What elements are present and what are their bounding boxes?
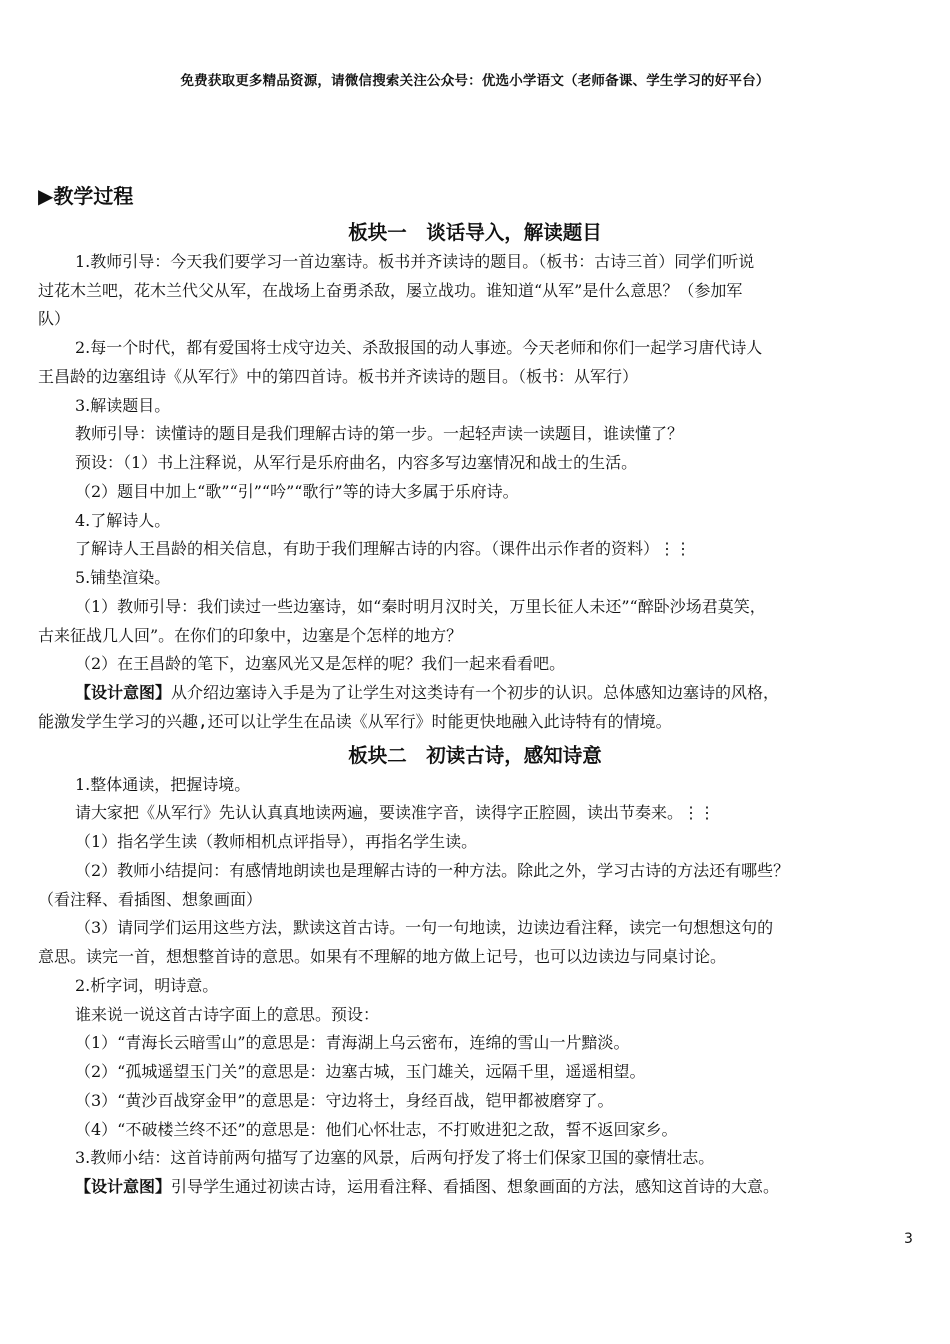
page-number: 3 bbox=[904, 1231, 913, 1247]
paragraph-line: （1）教师引导：我们读过一些边塞诗，如“秦时明月汉时关，万里长征人未还”“醉卧沙场君莫笑， bbox=[75, 597, 766, 616]
paragraph-line: 预设：（1）书上注释说，从军行是乐府曲名，内容多写边塞情况和战士的生活。 bbox=[75, 453, 638, 472]
paragraph-line: 谁来说一说这首古诗字面上的意思。预设： bbox=[75, 1005, 380, 1024]
design-intent-text: 能激发学生学习的兴趣,还可以让学生在品读《从军行》时能更快地融入此诗特有的情境。 bbox=[38, 712, 672, 731]
paragraph-line: 3.教师小结：这首诗前两句描写了边塞的风景，后两句抒发了将士们保家卫国的豪情壮志。 bbox=[75, 1148, 715, 1167]
paragraph-line: （3）“黄沙百战穿金甲”的意思是：守边将士，身经百战，铠甲都被磨穿了。 bbox=[75, 1091, 614, 1110]
design-intent-line bbox=[75, 683, 779, 703]
paragraph-line: 1.教师引导：今天我们要学习一首边塞诗。板书并齐读诗的题目。（板书：古诗三首）同学们听说 bbox=[75, 252, 755, 271]
design-intent-label: 【设计意图】 bbox=[75, 1177, 172, 1196]
design-intent-line bbox=[75, 1177, 779, 1197]
paragraph-line: 古来征战几人回”。在你们的印象中，边塞是个怎样的地方？ bbox=[38, 626, 463, 645]
paragraph-line: （3）请同学们运用这些方法，默读这首古诗。一句一句地读，边读边看注释，读完一句想想这句的 bbox=[75, 918, 774, 937]
paragraph-line: 王昌龄的边塞组诗《从军行》中的第四首诗。板书并齐读诗的题目。（板书：从军行） bbox=[38, 367, 639, 386]
paragraph-line: （1）“青海长云暗雪山”的意思是：青海湖上乌云密布，连绵的雪山一片黯淡。 bbox=[75, 1033, 630, 1052]
paragraph-line: 过花木兰吧，花木兰代父从军，在战场上奋勇杀敌，屡立战功。谁知道“从军”是什么意思？（参加军 bbox=[38, 281, 743, 300]
paragraph-line: 教师引导：读懂诗的题目是我们理解古诗的第一步。一起轻声读一读题目，谁读懂了？ bbox=[75, 424, 684, 443]
block2-title: 板块二 初读古诗，感知诗意 bbox=[348, 744, 602, 767]
paragraph-line: 了解诗人王昌龄的相关信息，有助于我们理解古诗的内容。（课件出示作者的资料）⋮⋮ bbox=[75, 539, 692, 558]
paragraph-line: 2.析字词，明诗意。 bbox=[75, 976, 219, 995]
paragraph-line: 请大家把《从军行》先认认真真地读两遍，要读准字音，读得字正腔圆，读出节奏来。⋮⋮ bbox=[75, 803, 716, 822]
paragraph-line: 1.整体通读，把握诗境。 bbox=[75, 775, 251, 794]
block1-title: 板块一 谈话导入，解读题目 bbox=[348, 221, 602, 244]
design-intent-label: 【设计意图】 bbox=[75, 683, 172, 702]
paragraph-line: （4）“不破楼兰终不还”的意思是：他们心怀壮志，不打败进犯之敌，誓不返回家乡。 bbox=[75, 1120, 678, 1139]
paragraph-line: （2）教师小结提问：有感情地朗读也是理解古诗的一种方法。除此之外，学习古诗的方法还有哪些？ bbox=[75, 861, 790, 880]
section-title: ▶教学过程 bbox=[38, 184, 134, 208]
paragraph-line: （看注释、看插图、想象画面） bbox=[38, 890, 263, 909]
paragraph-line: 3.解读题目。 bbox=[75, 396, 171, 415]
paragraph-line: 4.了解诗人。 bbox=[75, 511, 171, 530]
paragraph-line: （2）在王昌龄的笔下，边塞风光又是怎样的呢？我们一起来看看吧。 bbox=[75, 654, 566, 673]
paragraph-line: （2）“孤城遥望玉门关”的意思是：边塞古城，玉门雄关，远隔千里，遥遥相望。 bbox=[75, 1062, 646, 1081]
paragraph-line: 意思。读完一首，想想整首诗的意思。如果有不理解的地方做上记号，也可以边读边与同桌讨论。 bbox=[38, 947, 727, 966]
design-intent-text: 引导学生通过初读古诗，运用看注释、看插图、想象画面的方法，感知这首诗的大意。 bbox=[171, 1177, 780, 1196]
paragraph-line: （1）指名学生读（教师相机点评指导），再指名学生读。 bbox=[75, 832, 478, 851]
paragraph-line: 5.铺垫渲染。 bbox=[75, 568, 171, 587]
paragraph-line: 队） bbox=[38, 309, 71, 328]
paragraph-line: 2.每一个时代，都有爱国将士戍守边关、杀敌报国的动人事迹。今天老师和你们一起学习唐代诗人 bbox=[75, 338, 763, 357]
paragraph-line: （2）题目中加上“歌”“引”“吟”“歌行”等的诗大多属于乐府诗。 bbox=[75, 482, 519, 501]
design-intent-text: 从介绍边塞诗入手是为了让学生对这类诗有一个初步的认识。总体感知边塞诗的风格， bbox=[171, 683, 780, 702]
promo-banner: 免费获取更多精品资源，请微信搜索关注公众号：优选小学语文（老师备课、学生学习的好平台） bbox=[180, 73, 770, 89]
